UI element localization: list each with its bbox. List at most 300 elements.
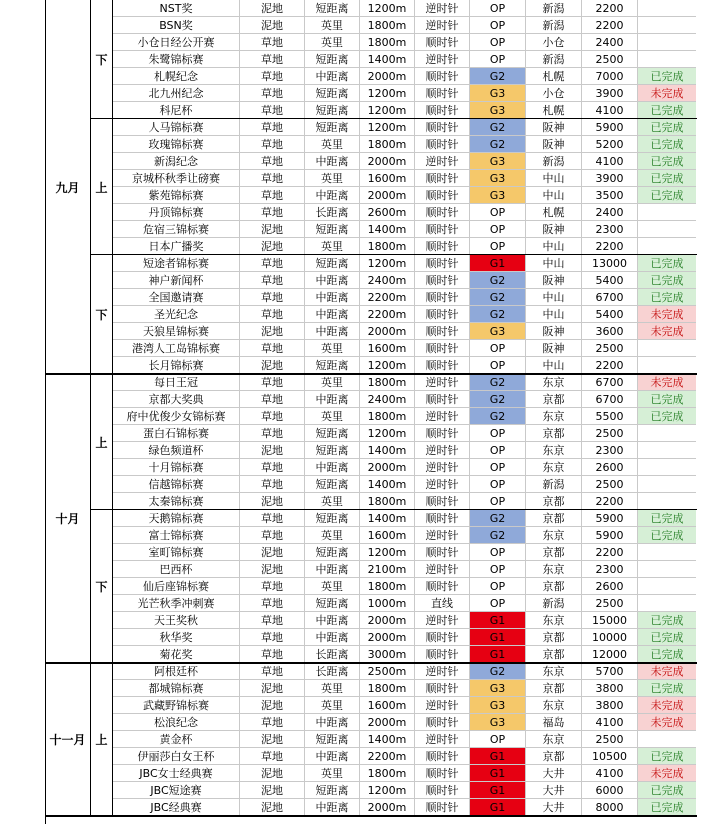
race-location: 东京 <box>526 663 582 680</box>
race-prize: 6000 <box>582 782 638 799</box>
race-direction: 顺时针 <box>415 646 470 663</box>
race-grade: G3 <box>470 85 526 102</box>
race-prize: 2200 <box>582 17 638 34</box>
race-location: 中山 <box>526 238 582 255</box>
race-status <box>638 357 696 374</box>
race-location: 阪神 <box>526 323 582 340</box>
race-name: 全国邀请赛 <box>113 289 240 306</box>
race-surface: 草地 <box>240 153 305 170</box>
race-grade: G1 <box>470 765 526 782</box>
race-length: 1200m <box>360 782 415 799</box>
race-surface: 草地 <box>240 119 305 136</box>
race-distance: 英里 <box>305 493 360 510</box>
race-name: 小仓日经公开赛 <box>113 34 240 51</box>
race-location: 小仓 <box>526 34 582 51</box>
race-distance: 短距离 <box>305 102 360 119</box>
race-name: BSN奖 <box>113 17 240 34</box>
race-grade: OP <box>470 51 526 68</box>
race-length: 2200m <box>360 289 415 306</box>
race-status: 已完成 <box>638 629 696 646</box>
race-status <box>638 340 696 357</box>
race-name: 玫瑰锦标赛 <box>113 136 240 153</box>
race-status: 已完成 <box>638 748 696 765</box>
race-direction: 逆时针 <box>415 527 470 544</box>
race-direction: 顺时针 <box>415 578 470 595</box>
race-length: 2000m <box>360 153 415 170</box>
race-name: 神户新闻杯 <box>113 272 240 289</box>
race-surface: 泥地 <box>240 357 305 374</box>
race-length: 1400m <box>360 476 415 493</box>
race-grade: G2 <box>470 391 526 408</box>
race-distance: 短距离 <box>305 85 360 102</box>
race-grade: G3 <box>470 714 526 731</box>
race-name: 黄金杯 <box>113 731 240 748</box>
race-length: 1600m <box>360 170 415 187</box>
race-length: 1800m <box>360 34 415 51</box>
race-length: 1600m <box>360 527 415 544</box>
race-distance: 中距离 <box>305 629 360 646</box>
race-direction: 逆时针 <box>415 51 470 68</box>
period-label: 下 <box>90 510 113 663</box>
race-distance: 英里 <box>305 527 360 544</box>
race-distance: 英里 <box>305 170 360 187</box>
race-prize: 4100 <box>582 102 638 119</box>
race-status: 已完成 <box>638 170 696 187</box>
race-prize: 5400 <box>582 306 638 323</box>
race-distance: 中距离 <box>305 561 360 578</box>
race-length: 1000m <box>360 595 415 612</box>
race-status: 已完成 <box>638 680 696 697</box>
period-label: 上 <box>90 374 113 510</box>
race-distance: 中距离 <box>305 68 360 85</box>
race-status: 已完成 <box>638 646 696 663</box>
race-status: 未完成 <box>638 85 696 102</box>
race-prize: 6700 <box>582 391 638 408</box>
race-name: 巴西杯 <box>113 561 240 578</box>
race-status: 未完成 <box>638 374 696 391</box>
race-location: 中山 <box>526 255 582 272</box>
race-location: 阪神 <box>526 136 582 153</box>
race-location: 大井 <box>526 799 582 816</box>
race-name: 札幌纪念 <box>113 68 240 85</box>
race-location: 京都 <box>526 493 582 510</box>
race-location: 新潟 <box>526 476 582 493</box>
race-length: 1800m <box>360 680 415 697</box>
race-direction: 顺时针 <box>415 782 470 799</box>
race-name: 伊丽莎白女王杯 <box>113 748 240 765</box>
race-direction: 逆时针 <box>415 17 470 34</box>
race-name: 菊花奖 <box>113 646 240 663</box>
race-distance: 短距离 <box>305 782 360 799</box>
race-grade: G1 <box>470 646 526 663</box>
race-distance: 短距离 <box>305 731 360 748</box>
race-distance: 短距离 <box>305 357 360 374</box>
race-length: 2000m <box>360 714 415 731</box>
race-length: 1800m <box>360 238 415 255</box>
race-name: 都城锦标赛 <box>113 680 240 697</box>
race-status <box>638 561 696 578</box>
race-length: 2400m <box>360 272 415 289</box>
race-name: 太秦锦标赛 <box>113 493 240 510</box>
race-location: 小仓 <box>526 85 582 102</box>
race-name: JBC经典赛 <box>113 799 240 816</box>
race-prize: 13000 <box>582 255 638 272</box>
race-prize: 2200 <box>582 357 638 374</box>
race-direction: 顺时针 <box>415 799 470 816</box>
race-status <box>638 0 696 17</box>
race-status <box>638 17 696 34</box>
race-location: 中山 <box>526 170 582 187</box>
race-surface: 泥地 <box>240 731 305 748</box>
race-prize: 2500 <box>582 340 638 357</box>
race-surface: 草地 <box>240 187 305 204</box>
race-surface: 泥地 <box>240 493 305 510</box>
race-name: 危宿三锦标赛 <box>113 221 240 238</box>
race-distance: 短距离 <box>305 544 360 561</box>
race-status: 已完成 <box>638 782 696 799</box>
race-direction: 逆时针 <box>415 697 470 714</box>
race-location: 京都 <box>526 510 582 527</box>
race-direction: 顺时针 <box>415 629 470 646</box>
race-surface: 草地 <box>240 68 305 85</box>
race-name: 紫苑锦标赛 <box>113 187 240 204</box>
race-grade: G3 <box>470 323 526 340</box>
race-grade: G3 <box>470 153 526 170</box>
race-prize: 10500 <box>582 748 638 765</box>
race-direction: 顺时针 <box>415 170 470 187</box>
race-surface: 草地 <box>240 748 305 765</box>
race-name: 绿色频道杯 <box>113 442 240 459</box>
race-surface: 草地 <box>240 527 305 544</box>
race-location: 东京 <box>526 527 582 544</box>
race-direction: 顺时针 <box>415 136 470 153</box>
race-length: 2000m <box>360 459 415 476</box>
race-status: 已完成 <box>638 102 696 119</box>
race-length: 2500m <box>360 663 415 680</box>
race-name: 港湾人工岛锦标赛 <box>113 340 240 357</box>
race-surface: 泥地 <box>240 323 305 340</box>
race-surface: 草地 <box>240 663 305 680</box>
month-label: 十一月 <box>49 733 86 747</box>
race-prize: 2200 <box>582 544 638 561</box>
race-surface: 草地 <box>240 34 305 51</box>
race-direction: 顺时针 <box>415 493 470 510</box>
race-status: 已完成 <box>638 272 696 289</box>
race-prize: 6700 <box>582 374 638 391</box>
race-prize: 15000 <box>582 612 638 629</box>
race-prize: 3900 <box>582 170 638 187</box>
race-prize: 2500 <box>582 476 638 493</box>
race-name: 十月锦标赛 <box>113 459 240 476</box>
race-grade: G2 <box>470 68 526 85</box>
race-distance: 英里 <box>305 697 360 714</box>
race-direction: 顺时针 <box>415 102 470 119</box>
race-prize: 5900 <box>582 527 638 544</box>
race-grade: G2 <box>470 527 526 544</box>
race-length: 1200m <box>360 102 415 119</box>
race-prize: 5700 <box>582 663 638 680</box>
race-name: 每日王冠 <box>113 374 240 391</box>
race-location: 新潟 <box>526 595 582 612</box>
race-grade: G2 <box>470 136 526 153</box>
race-length: 2400m <box>360 391 415 408</box>
race-grade: OP <box>470 17 526 34</box>
race-location: 京都 <box>526 629 582 646</box>
race-grade: G3 <box>470 102 526 119</box>
race-location: 东京 <box>526 697 582 714</box>
race-direction: 逆时针 <box>415 612 470 629</box>
period-label: 上 <box>90 663 113 816</box>
month-divider <box>45 815 697 817</box>
race-prize: 3800 <box>582 697 638 714</box>
race-status: 已完成 <box>638 510 696 527</box>
race-distance: 英里 <box>305 17 360 34</box>
race-length: 2000m <box>360 799 415 816</box>
race-distance: 英里 <box>305 680 360 697</box>
race-distance: 中距离 <box>305 187 360 204</box>
race-prize: 8000 <box>582 799 638 816</box>
race-distance: 长距离 <box>305 663 360 680</box>
race-surface: 泥地 <box>240 765 305 782</box>
race-location: 东京 <box>526 731 582 748</box>
race-grade: G3 <box>470 680 526 697</box>
race-surface: 草地 <box>240 425 305 442</box>
race-direction: 逆时针 <box>415 153 470 170</box>
race-prize: 3500 <box>582 187 638 204</box>
race-surface: 泥地 <box>240 0 305 17</box>
race-location: 东京 <box>526 612 582 629</box>
race-distance: 短距离 <box>305 0 360 17</box>
race-location: 中山 <box>526 187 582 204</box>
race-prize: 2200 <box>582 493 638 510</box>
race-grade: OP <box>470 595 526 612</box>
race-grade: OP <box>470 544 526 561</box>
race-surface: 草地 <box>240 646 305 663</box>
race-surface: 草地 <box>240 85 305 102</box>
race-length: 1800m <box>360 374 415 391</box>
race-location: 东京 <box>526 459 582 476</box>
race-status <box>638 493 696 510</box>
race-grade: OP <box>470 221 526 238</box>
race-length: 1800m <box>360 765 415 782</box>
race-direction: 顺时针 <box>415 289 470 306</box>
race-location: 阪神 <box>526 272 582 289</box>
race-direction: 逆时针 <box>415 561 470 578</box>
race-surface: 草地 <box>240 340 305 357</box>
race-prize: 2200 <box>582 238 638 255</box>
race-location: 札幌 <box>526 204 582 221</box>
race-surface: 泥地 <box>240 17 305 34</box>
race-location: 新潟 <box>526 17 582 34</box>
race-grade: G2 <box>470 306 526 323</box>
race-surface: 草地 <box>240 476 305 493</box>
race-direction: 顺时针 <box>415 680 470 697</box>
race-prize: 7000 <box>582 68 638 85</box>
race-name: 日本广播奖 <box>113 238 240 255</box>
race-distance: 英里 <box>305 374 360 391</box>
race-name: 天鹅锦标赛 <box>113 510 240 527</box>
race-surface: 草地 <box>240 170 305 187</box>
race-direction: 顺时针 <box>415 119 470 136</box>
race-prize: 2300 <box>582 561 638 578</box>
race-prize: 4100 <box>582 714 638 731</box>
race-length: 2000m <box>360 629 415 646</box>
race-location: 东京 <box>526 561 582 578</box>
race-prize: 2300 <box>582 442 638 459</box>
race-prize: 10000 <box>582 629 638 646</box>
race-location: 京都 <box>526 425 582 442</box>
race-prize: 5500 <box>582 408 638 425</box>
race-distance: 中距离 <box>305 323 360 340</box>
race-length: 1200m <box>360 357 415 374</box>
race-distance: 英里 <box>305 765 360 782</box>
race-prize: 2400 <box>582 204 638 221</box>
race-surface: 草地 <box>240 714 305 731</box>
race-grade: G2 <box>470 119 526 136</box>
race-distance: 中距离 <box>305 289 360 306</box>
race-grade: G2 <box>470 289 526 306</box>
month-divider <box>45 662 697 664</box>
race-direction: 顺时针 <box>415 255 470 272</box>
race-name: JBC女士经典赛 <box>113 765 240 782</box>
race-direction: 顺时针 <box>415 187 470 204</box>
race-prize: 12000 <box>582 646 638 663</box>
race-prize: 2500 <box>582 425 638 442</box>
race-length: 2000m <box>360 68 415 85</box>
race-length: 1800m <box>360 578 415 595</box>
race-length: 1400m <box>360 510 415 527</box>
race-status <box>638 595 696 612</box>
race-direction: 逆时针 <box>415 476 470 493</box>
race-distance: 中距离 <box>305 799 360 816</box>
race-status: 已完成 <box>638 119 696 136</box>
race-surface: 草地 <box>240 391 305 408</box>
race-location: 京都 <box>526 646 582 663</box>
race-prize: 2200 <box>582 0 638 17</box>
race-name: 京都大奖典 <box>113 391 240 408</box>
race-status: 已完成 <box>638 408 696 425</box>
race-prize: 2600 <box>582 459 638 476</box>
race-distance: 短距离 <box>305 442 360 459</box>
race-location: 京都 <box>526 578 582 595</box>
race-distance: 短距离 <box>305 510 360 527</box>
race-direction: 逆时针 <box>415 442 470 459</box>
race-direction: 顺时针 <box>415 748 470 765</box>
race-direction: 顺时针 <box>415 68 470 85</box>
race-status: 已完成 <box>638 187 696 204</box>
race-direction: 逆时针 <box>415 731 470 748</box>
race-location: 阪神 <box>526 221 582 238</box>
race-name: 京城杯秋季让磅赛 <box>113 170 240 187</box>
race-prize: 2500 <box>582 731 638 748</box>
race-grade: G1 <box>470 782 526 799</box>
race-direction: 逆时针 <box>415 374 470 391</box>
race-prize: 3800 <box>582 680 638 697</box>
race-prize: 5200 <box>582 136 638 153</box>
race-distance: 中距离 <box>305 391 360 408</box>
race-direction: 顺时针 <box>415 204 470 221</box>
race-prize: 5400 <box>582 272 638 289</box>
race-location: 东京 <box>526 374 582 391</box>
race-grade: OP <box>470 0 526 17</box>
race-direction: 顺时针 <box>415 34 470 51</box>
race-surface: 泥地 <box>240 697 305 714</box>
race-direction: 顺时针 <box>415 425 470 442</box>
race-name: 短途者锦标赛 <box>113 255 240 272</box>
race-length: 1600m <box>360 340 415 357</box>
race-distance: 英里 <box>305 340 360 357</box>
month-label: 十月 <box>55 512 80 526</box>
race-distance: 长距离 <box>305 646 360 663</box>
race-length: 2000m <box>360 187 415 204</box>
race-status <box>638 34 696 51</box>
race-prize: 2500 <box>582 595 638 612</box>
race-surface: 草地 <box>240 612 305 629</box>
race-length: 1200m <box>360 255 415 272</box>
race-status: 未完成 <box>638 663 696 680</box>
race-status: 已完成 <box>638 527 696 544</box>
race-grade: G1 <box>470 612 526 629</box>
race-status: 未完成 <box>638 765 696 782</box>
race-surface: 泥地 <box>240 782 305 799</box>
race-status: 已完成 <box>638 289 696 306</box>
race-name: 新潟纪念 <box>113 153 240 170</box>
table-left-border <box>45 0 46 824</box>
race-direction: 顺时针 <box>415 221 470 238</box>
race-grade: OP <box>470 340 526 357</box>
race-grade: OP <box>470 493 526 510</box>
race-length: 1400m <box>360 51 415 68</box>
race-direction: 顺时针 <box>415 510 470 527</box>
race-prize: 5900 <box>582 119 638 136</box>
race-name: 秋华奖 <box>113 629 240 646</box>
race-distance: 短距离 <box>305 119 360 136</box>
race-status <box>638 238 696 255</box>
race-length: 1400m <box>360 731 415 748</box>
race-location: 阪神 <box>526 340 582 357</box>
race-length: 2100m <box>360 561 415 578</box>
race-length: 2200m <box>360 748 415 765</box>
race-surface: 泥地 <box>240 544 305 561</box>
race-status: 已完成 <box>638 391 696 408</box>
race-name: 信越锦标赛 <box>113 476 240 493</box>
race-length: 1200m <box>360 119 415 136</box>
period-label: 下 <box>90 0 113 119</box>
race-grade: G1 <box>470 748 526 765</box>
race-length: 1200m <box>360 544 415 561</box>
race-grade: OP <box>470 204 526 221</box>
race-direction: 逆时针 <box>415 663 470 680</box>
race-prize: 3600 <box>582 323 638 340</box>
race-length: 2600m <box>360 204 415 221</box>
race-direction: 顺时针 <box>415 340 470 357</box>
race-grade: OP <box>470 442 526 459</box>
race-grade: G2 <box>470 663 526 680</box>
race-status <box>638 459 696 476</box>
race-prize: 2400 <box>582 34 638 51</box>
race-location: 京都 <box>526 544 582 561</box>
race-direction: 顺时针 <box>415 391 470 408</box>
race-name: 光芒秋季冲刺赛 <box>113 595 240 612</box>
race-direction: 逆时针 <box>415 459 470 476</box>
race-grade: OP <box>470 578 526 595</box>
period-label: 下 <box>90 255 113 374</box>
race-name: 朱鹭锦标赛 <box>113 51 240 68</box>
race-location: 新潟 <box>526 153 582 170</box>
race-grade: G2 <box>470 272 526 289</box>
race-surface: 草地 <box>240 51 305 68</box>
race-name: 室町锦标赛 <box>113 544 240 561</box>
